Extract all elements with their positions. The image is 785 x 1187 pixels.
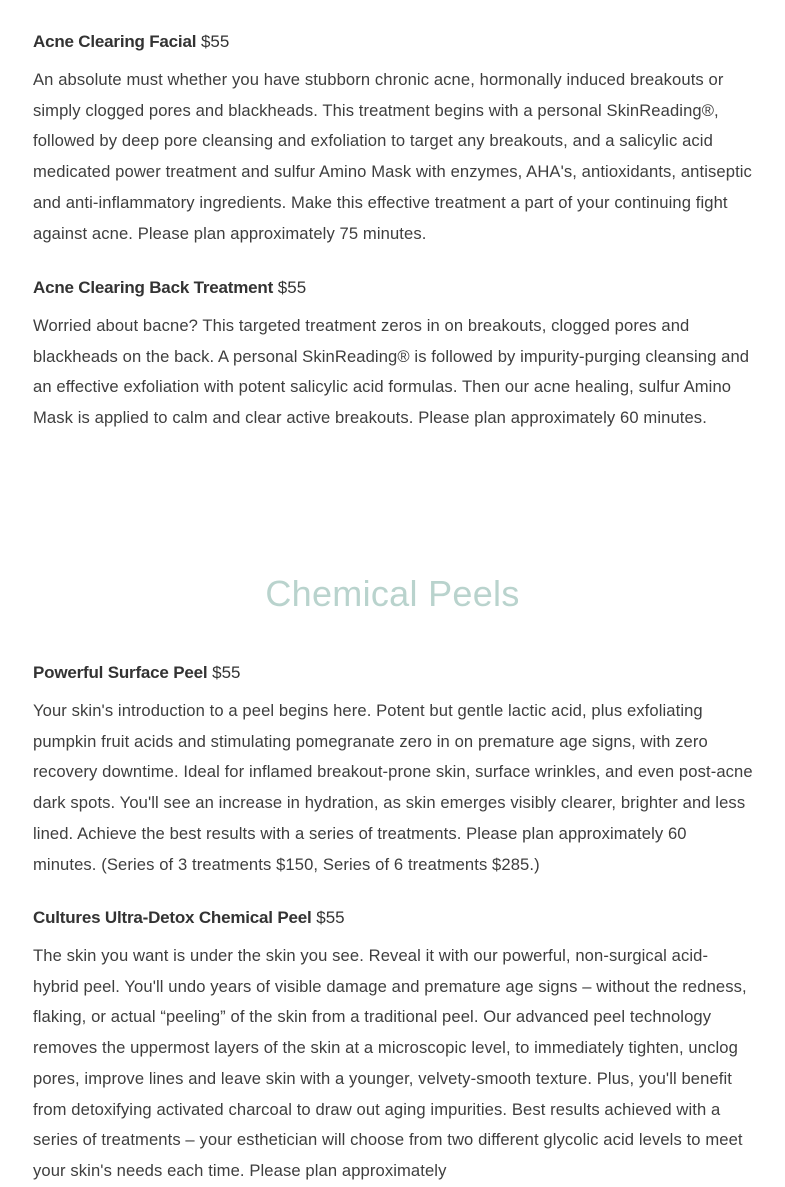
service-description: The skin you want is under the skin you see. Reveal it with our powerful, non-surgical acid-hybrid peel. You'll undo years of visible damage and premature age signs – without the redness, flaking, or actual “peeling” of the skin from a traditional peel. Our advanced peel technology removes the uppermost layers of the skin at a microscopic level, to immediately tighten, unclog pores, improve lines and leave skin with a younger, velvety-smooth texture. Plus, you'll benefit from detoxifying activated charcoal to draw out aging impurities. Best results achieved with a series of treatments – your esthetician will choose from two different glycolic acid levels to meet your skin's needs each time. Please plan approximately (33, 946, 747, 1180)
service-name: Acne Clearing Back Treatment (33, 278, 274, 297)
service-name: Cultures Ultra-Detox Chemical Peel (33, 908, 312, 927)
service-description: Worried about bacne? This targeted treatment zeros in on breakouts, clogged pores and blackheads on the back. A personal SkinReading® is followed by impurity-purging cleansing and an effective exfoliation with potent salicylic acid formulas. Then our acne healing, sulfur Amino Mask is applied to calm and clear active breakouts. Please plan approximately 60 minutes. (33, 316, 750, 428)
service-acne-clearing-back-treatment (33, 276, 753, 434)
service-acne-clearing-facial (33, 30, 753, 249)
service-name: Powerful Surface Peel (33, 663, 208, 682)
service-description: Your skin's introduction to a peel begins here. Potent but gentle lactic acid, plus exfoliating pumpkin fruit acids and stimulating pomegranate zero in on premature age signs, with zero recovery downtime. Ideal for inflamed breakout-prone skin, surface wrinkles, and even post-acne dark spots. You'll see an increase in hydration, as skin emerges visibly clearer, brighter and less lined. Achieve the best results with a series of treatments. Please plan approximately 60 minutes. (Series of 3 treatments $150, Series of 6 treatments $285.) (33, 701, 753, 874)
service-title (33, 30, 753, 54)
service-price: $55 (212, 663, 241, 682)
service-name: Acne Clearing Facial (33, 32, 197, 51)
service-title (33, 276, 753, 300)
service-description: An absolute must whether you have stubborn chronic acne, hormonally induced breakouts or simply clogged pores and blackheads. This treatment begins with a personal SkinReading®, followed by deep pore cleansing and exfoliation to target any breakouts, and a salicylic acid medicated power treatment and sulfur Amino Mask with enzymes, AHA's, antioxidants, antiseptic and anti-inflammatory ingredients. Make this effective treatment a part of your continuing fight against acne. Please plan approximately 75 minutes. (33, 70, 752, 243)
service-price: $55 (200, 32, 230, 51)
service-price: $55 (277, 278, 307, 297)
service-title (33, 906, 753, 930)
service-powerful-surface-peel (33, 661, 753, 880)
service-price: $55 (316, 908, 345, 927)
service-cultures-ultra-detox-chemical-peel (33, 906, 753, 1187)
section-heading-chemical-peels: Chemical Peels (265, 573, 520, 614)
service-title (33, 661, 753, 685)
